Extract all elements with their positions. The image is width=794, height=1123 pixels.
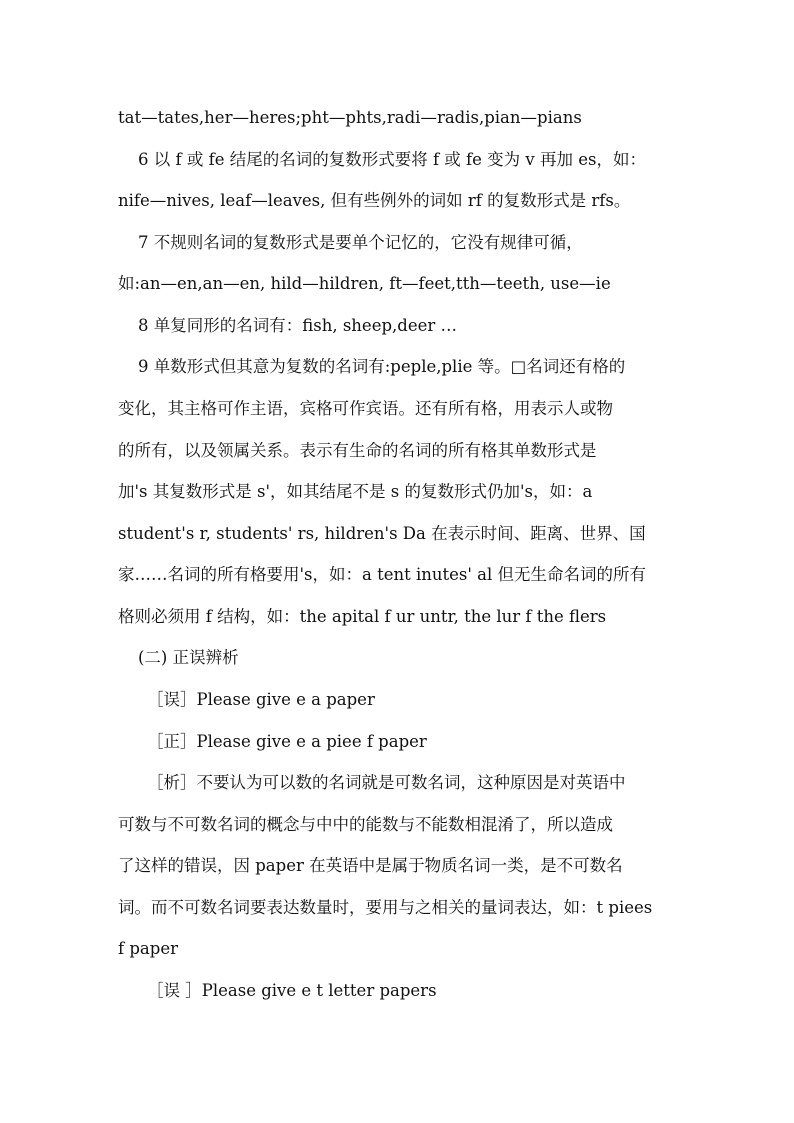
text-line: 了这样的错误，因 paper 在英语中是属于物质名词一类，是不可数名 xyxy=(118,856,623,875)
text-line: student's r, students' rs, hildren's Da 在表示时间、距离、世界、国 xyxy=(118,524,646,543)
text-line: ［误 ］Please give e t letter papers xyxy=(147,981,437,1000)
text-line: 家……名词的所有格要用's，如：a tent inutes' al 但无生命名词的所有 xyxy=(118,565,647,584)
text-line: ［析］不要认为可以数的名词就是可数名词，这种原因是对英语中 xyxy=(147,773,626,792)
section-heading: (二) 正误辨析 xyxy=(138,648,239,667)
text-line: 词。而不可数名词要表达数量时，要用与之相关的量词表达，如：t piees xyxy=(118,898,653,917)
text-line: 如:an—en,an—en, hild—hildren, ft—feet,tth—teeth, use—ie xyxy=(118,274,611,293)
text-line: 9 单数形式但其意为复数的名词有:peple,plie 等。□名词还有格的 xyxy=(138,357,626,376)
text-line: 7 不规则名词的复数形式是要单个记忆的，它没有规律可循， xyxy=(138,233,583,252)
text-line: 可数与不可数名词的概念与中中的能数与不能数相混淆了，所以造成 xyxy=(118,815,613,834)
text-line: tat—tates,her—heres;pht—phts,radi—radis,pian—pians xyxy=(118,108,582,127)
text-line: 格则必须用 f 结构，如：the apital f ur untr, the lur f the flers xyxy=(118,607,607,626)
text-line: ［正］Please give e a piee f paper xyxy=(147,732,427,751)
text-line: 8 单复同形的名词有：fish, sheep,deer … xyxy=(138,316,457,335)
text-line: f paper xyxy=(118,939,178,958)
text-line: 加's 其复数形式是 s'，如其结尾不是 s 的复数形式仍加's，如：a xyxy=(118,482,593,501)
text-line: 的所有，以及领属关系。表示有生命的名词的所有格其单数形式是 xyxy=(118,441,597,460)
text-line: nife—nives, leaf—leaves, 但有些例外的词如 rf 的复数形式是 rfs。 xyxy=(118,191,631,210)
text-line: 变化，其主格可作主语，宾格可作宾语。还有所有格，用表示人或物 xyxy=(118,399,613,418)
text-line: ［误］Please give e a paper xyxy=(147,690,375,709)
text-line: 6 以 f 或 fe 结尾的名词的复数形式要将 f 或 fe 变为 v 再加 es，如： xyxy=(138,150,646,169)
